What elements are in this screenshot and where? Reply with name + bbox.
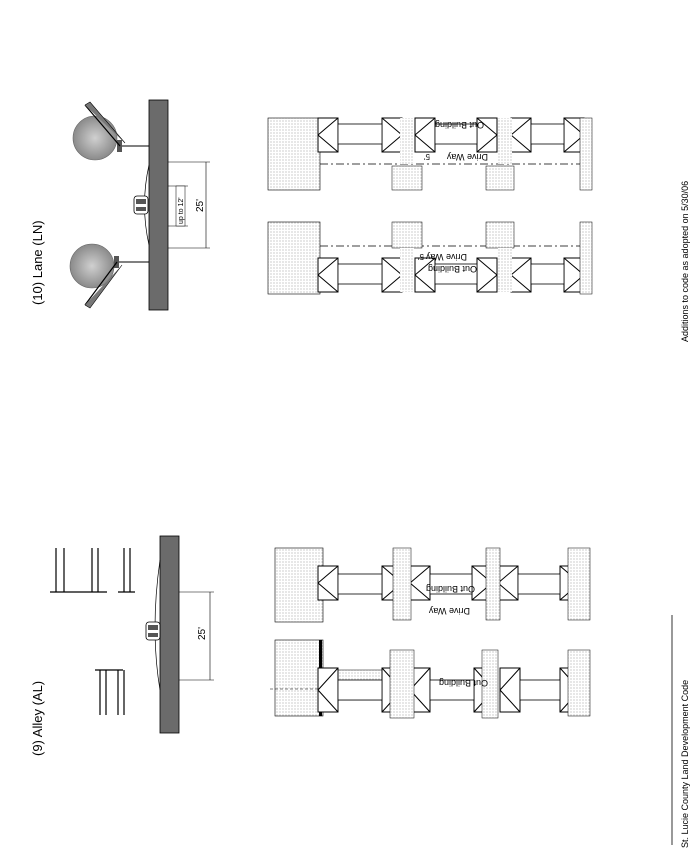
alley-car-icon — [146, 622, 160, 640]
lane-plan-left — [268, 222, 592, 294]
footer-left-text: St. Lucie County Land Development Code — [680, 679, 690, 848]
alley-section — [30, 536, 590, 756]
lane-street-section — [70, 100, 210, 310]
alley-plan-left — [270, 640, 590, 718]
alley-out-building-label-left: Out Building — [438, 678, 488, 688]
lane-car-icon — [134, 196, 148, 214]
lane-dimension-pavement: up to 12' — [178, 197, 185, 224]
lane-section — [30, 100, 592, 310]
lane-setback-label-right: 5' — [424, 152, 430, 161]
alley-dimension — [179, 592, 214, 680]
lane-tree-icon-top — [73, 102, 149, 160]
lane-out-building-label-left: Out Building — [427, 264, 477, 274]
lane-tree-icon-bottom — [70, 244, 149, 308]
alley-drive-way-label: Drive Way — [428, 606, 470, 616]
alley-street-section — [50, 536, 214, 733]
lane-out-building-label-right: Out Building — [434, 120, 484, 130]
lane-dimension — [168, 162, 210, 248]
alley-out-building-label-right: Out Building — [425, 584, 475, 594]
lane-plan-right — [268, 118, 592, 190]
lane-road-slab — [149, 100, 168, 310]
lane-drive-way-label-right: Drive Way — [446, 152, 488, 162]
footer-right-text: Additions to code as adopted on 5/30/06 — [680, 180, 690, 342]
lane-setback-label-left: 5' — [418, 252, 424, 261]
alley-road-slab — [160, 536, 179, 733]
alley-fences-left — [50, 548, 135, 715]
alley-dimension-label: 25' — [197, 626, 208, 640]
lane-dimension-total: 25' — [195, 198, 206, 212]
alley-plan-right — [275, 548, 590, 622]
lane-drive-way-label-left: Drive Way — [425, 252, 467, 262]
lane-title: (10) Lane (LN) — [30, 220, 45, 305]
alley-title: (9) Alley (AL) — [30, 680, 45, 756]
